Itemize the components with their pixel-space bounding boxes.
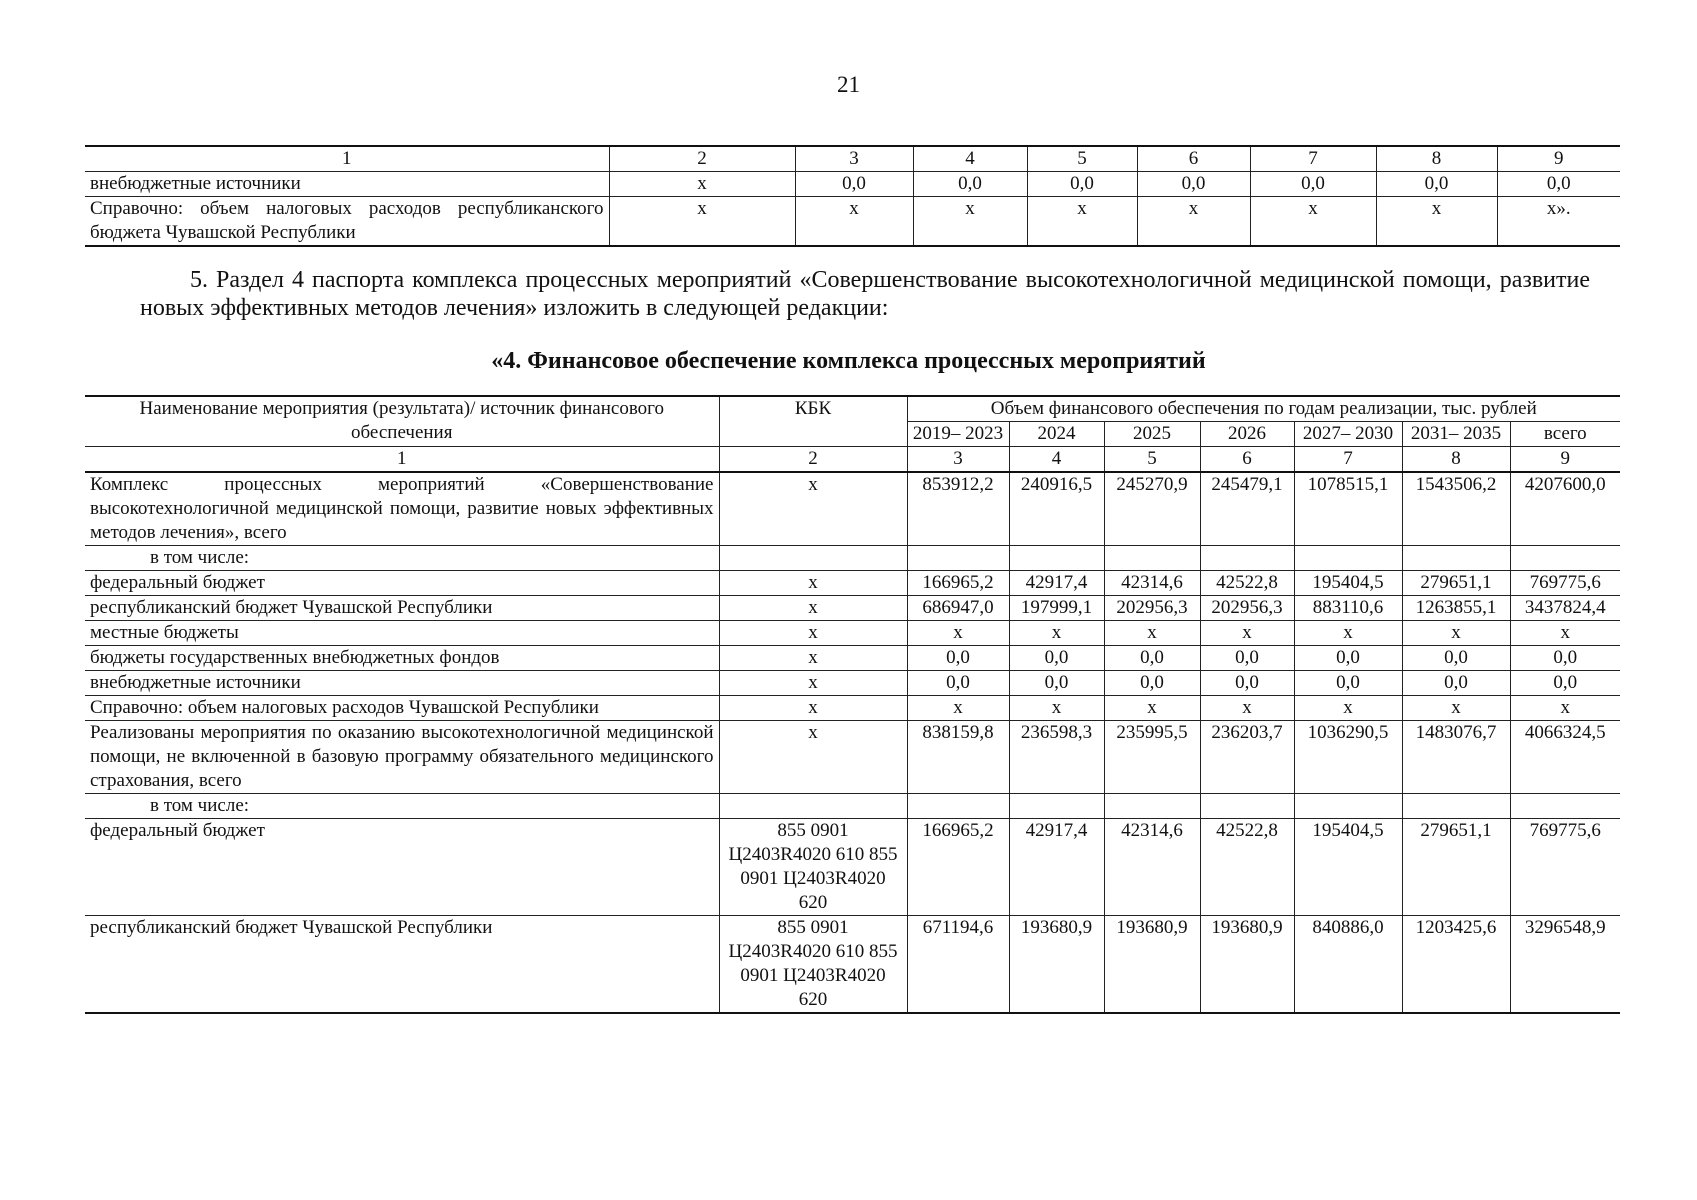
value-cell: x — [907, 621, 1009, 646]
value-cell: 236598,3 — [1009, 721, 1104, 794]
value-cell: 0,0 — [1510, 671, 1620, 696]
value-cell — [1402, 794, 1510, 819]
row-label: Комплекс процессных мероприятий «Совершенствование высокотехнологичной медицинской помощи, развитие новых эффективных методов лечения», всего — [85, 472, 719, 546]
value-cell: 42917,4 — [1009, 571, 1104, 596]
table-cell: x — [1137, 197, 1250, 247]
table-row — [85, 696, 1620, 721]
value-cell: x — [1294, 696, 1402, 721]
kbk-cell — [719, 794, 907, 819]
kbk-cell: x — [719, 472, 907, 546]
value-cell: 42314,6 — [1104, 819, 1200, 916]
table-row — [85, 596, 1620, 621]
table-row — [85, 172, 1620, 197]
row-label: Реализованы мероприятия по оказанию высокотехнологичной медицинской помощи, не включенной в базовую программу обязательного медицинского страхования, всего — [85, 721, 719, 794]
row-label: в том числе: — [85, 794, 719, 819]
row-label: местные бюджеты — [85, 621, 719, 646]
header-year: 2019– 2023 — [907, 422, 1009, 447]
value-cell: x — [1104, 621, 1200, 646]
column-number: 1 — [85, 146, 609, 172]
value-cell: 0,0 — [1402, 646, 1510, 671]
table-cell: 0,0 — [1137, 172, 1250, 197]
value-cell: 0,0 — [1294, 671, 1402, 696]
value-cell: 769775,6 — [1510, 819, 1620, 916]
value-cell: 202956,3 — [1200, 596, 1294, 621]
value-cell: 166965,2 — [907, 571, 1009, 596]
value-cell: x — [1200, 621, 1294, 646]
value-cell: 1263855,1 — [1402, 596, 1510, 621]
table-row — [85, 916, 1620, 1014]
page-number: 21 — [837, 72, 860, 97]
kbk-cell: x — [719, 671, 907, 696]
section-title: «4. Финансовое обеспечение комплекса процессных мероприятий — [491, 348, 1206, 374]
financing-table — [85, 395, 1620, 1014]
value-cell: 193680,9 — [1104, 916, 1200, 1014]
value-cell: x — [1402, 621, 1510, 646]
column-number: 5 — [1027, 146, 1137, 172]
value-cell: 4066324,5 — [1510, 721, 1620, 794]
column-number: 2 — [609, 146, 795, 172]
value-cell: 838159,8 — [907, 721, 1009, 794]
value-cell: 0,0 — [1510, 646, 1620, 671]
row-label: Справочно: объем налоговых расходов республиканского бюджета Чувашской Республики — [85, 197, 609, 247]
column-number: 7 — [1250, 146, 1376, 172]
table-cell: x — [1250, 197, 1376, 247]
value-cell: 279651,1 — [1402, 819, 1510, 916]
table-cell: 0,0 — [1250, 172, 1376, 197]
value-cell: x — [1104, 696, 1200, 721]
table-cell: 0,0 — [913, 172, 1027, 197]
value-cell: 853912,2 — [907, 472, 1009, 546]
table-row — [85, 794, 1620, 819]
column-number: 1 — [85, 447, 719, 473]
column-number: 6 — [1137, 146, 1250, 172]
kbk-cell: 855 0901 Ц2403R4020 610 855 0901 Ц2403R4020 620 — [719, 916, 907, 1014]
table-cell: x — [795, 197, 913, 247]
kbk-cell: x — [719, 571, 907, 596]
table-row — [85, 546, 1620, 571]
value-cell: 769775,6 — [1510, 571, 1620, 596]
column-number: 7 — [1294, 447, 1402, 473]
value-cell: 4207600,0 — [1510, 472, 1620, 546]
value-cell: 42917,4 — [1009, 819, 1104, 916]
kbk-cell: x — [719, 696, 907, 721]
value-cell: 236203,7 — [1200, 721, 1294, 794]
header-name: Наименование мероприятия (результата)/ источник финансового обеспечения — [85, 396, 719, 447]
column-number-row — [85, 447, 1620, 473]
value-cell: 193680,9 — [1200, 916, 1294, 1014]
table-cell: x — [1027, 197, 1137, 247]
column-number: 8 — [1376, 146, 1497, 172]
value-cell — [1510, 546, 1620, 571]
table-cell: x». — [1497, 197, 1620, 247]
table-row — [85, 472, 1620, 546]
row-label: Справочно: объем налоговых расходов Чувашской Республики — [85, 696, 719, 721]
table-cell: 0,0 — [1027, 172, 1137, 197]
table-cell: 0,0 — [795, 172, 913, 197]
value-cell: 840886,0 — [1294, 916, 1402, 1014]
value-cell — [1294, 546, 1402, 571]
value-cell: 42522,8 — [1200, 571, 1294, 596]
value-cell: 0,0 — [907, 671, 1009, 696]
table-row — [85, 197, 1620, 247]
table-cell: 0,0 — [1497, 172, 1620, 197]
row-label: федеральный бюджет — [85, 571, 719, 596]
value-cell: 195404,5 — [1294, 819, 1402, 916]
column-number: 4 — [913, 146, 1027, 172]
value-cell — [1294, 794, 1402, 819]
header-year: 2031– 2035 — [1402, 422, 1510, 447]
value-cell: 3296548,9 — [1510, 916, 1620, 1014]
value-cell: 235995,5 — [1104, 721, 1200, 794]
value-cell: x — [907, 696, 1009, 721]
row-label: внебюджетные источники — [85, 172, 609, 197]
value-cell — [1009, 546, 1104, 571]
value-cell — [1009, 794, 1104, 819]
row-label: в том числе: — [85, 546, 719, 571]
value-cell: 245270,9 — [1104, 472, 1200, 546]
amendment-paragraph: 5. Раздел 4 паспорта комплекса процессных мероприятий «Совершенствование высокотехнологичной медицинской помощи, развитие новых эффективных методов лечения» изложить в следующей редакции: — [140, 267, 1590, 321]
kbk-cell: 855 0901 Ц2403R4020 610 855 0901 Ц2403R4020 620 — [719, 819, 907, 916]
value-cell: 0,0 — [1200, 671, 1294, 696]
value-cell: x — [1294, 621, 1402, 646]
value-cell: 883110,6 — [1294, 596, 1402, 621]
value-cell: 42314,6 — [1104, 571, 1200, 596]
value-cell — [907, 794, 1009, 819]
value-cell: 1036290,5 — [1294, 721, 1402, 794]
table-row — [85, 819, 1620, 916]
header-year: 2025 — [1104, 422, 1200, 447]
row-label: бюджеты государственных внебюджетных фондов — [85, 646, 719, 671]
kbk-cell: x — [719, 721, 907, 794]
header-total: всего — [1510, 422, 1620, 447]
value-cell: 1203425,6 — [1402, 916, 1510, 1014]
value-cell: x — [1510, 696, 1620, 721]
header-year: 2024 — [1009, 422, 1104, 447]
column-number: 3 — [907, 447, 1009, 473]
value-cell: 202956,3 — [1104, 596, 1200, 621]
value-cell: 195404,5 — [1294, 571, 1402, 596]
header-year: 2026 — [1200, 422, 1294, 447]
table-row — [85, 571, 1620, 596]
column-number: 8 — [1402, 447, 1510, 473]
table-cell: x — [609, 172, 795, 197]
kbk-cell — [719, 546, 907, 571]
row-label: внебюджетные источники — [85, 671, 719, 696]
value-cell: x — [1009, 696, 1104, 721]
table-cell: x — [1376, 197, 1497, 247]
value-cell: 1078515,1 — [1294, 472, 1402, 546]
row-label: республиканский бюджет Чувашской Республики — [85, 916, 719, 1014]
value-cell — [1104, 546, 1200, 571]
column-number: 4 — [1009, 447, 1104, 473]
value-cell: x — [1510, 621, 1620, 646]
table-cell: 0,0 — [1376, 172, 1497, 197]
table-row — [85, 671, 1620, 696]
value-cell: 0,0 — [907, 646, 1009, 671]
value-cell — [1510, 794, 1620, 819]
table-header-row — [85, 146, 1620, 172]
value-cell: 0,0 — [1200, 646, 1294, 671]
table-row — [85, 621, 1620, 646]
table-row — [85, 646, 1620, 671]
row-label: федеральный бюджет — [85, 819, 719, 916]
value-cell — [1104, 794, 1200, 819]
value-cell: 0,0 — [1009, 671, 1104, 696]
value-cell: 279651,1 — [1402, 571, 1510, 596]
kbk-cell: x — [719, 646, 907, 671]
value-cell: 1483076,7 — [1402, 721, 1510, 794]
value-cell — [1200, 794, 1294, 819]
value-cell: 42522,8 — [1200, 819, 1294, 916]
value-cell: 0,0 — [1104, 646, 1200, 671]
value-cell: 245479,1 — [1200, 472, 1294, 546]
value-cell — [907, 546, 1009, 571]
value-cell — [1200, 546, 1294, 571]
value-cell: 671194,6 — [907, 916, 1009, 1014]
value-cell: 197999,1 — [1009, 596, 1104, 621]
value-cell: 240916,5 — [1009, 472, 1104, 546]
kbk-cell: x — [719, 596, 907, 621]
column-number: 2 — [719, 447, 907, 473]
value-cell: 0,0 — [1009, 646, 1104, 671]
kbk-cell: x — [719, 621, 907, 646]
header-year: 2027– 2030 — [1294, 422, 1402, 447]
table-cell: x — [609, 197, 795, 247]
table-row — [85, 721, 1620, 794]
value-cell: 193680,9 — [1009, 916, 1104, 1014]
column-number: 5 — [1104, 447, 1200, 473]
header-kbk: КБК — [719, 396, 907, 447]
value-cell: 0,0 — [1402, 671, 1510, 696]
value-cell: 0,0 — [1104, 671, 1200, 696]
value-cell — [1402, 546, 1510, 571]
table-cell: x — [913, 197, 1027, 247]
continued-table — [85, 145, 1620, 247]
header-volume: Объем финансового обеспечения по годам реализации, тыс. рублей — [907, 396, 1620, 422]
table-header-row — [85, 396, 1620, 422]
column-number: 9 — [1497, 146, 1620, 172]
value-cell: 166965,2 — [907, 819, 1009, 916]
value-cell: 3437824,4 — [1510, 596, 1620, 621]
column-number: 9 — [1510, 447, 1620, 473]
value-cell: 1543506,2 — [1402, 472, 1510, 546]
value-cell: x — [1200, 696, 1294, 721]
value-cell: x — [1009, 621, 1104, 646]
column-number: 3 — [795, 146, 913, 172]
value-cell: 0,0 — [1294, 646, 1402, 671]
row-label: республиканский бюджет Чувашской Республики — [85, 596, 719, 621]
column-number: 6 — [1200, 447, 1294, 473]
value-cell: 686947,0 — [907, 596, 1009, 621]
value-cell: x — [1402, 696, 1510, 721]
